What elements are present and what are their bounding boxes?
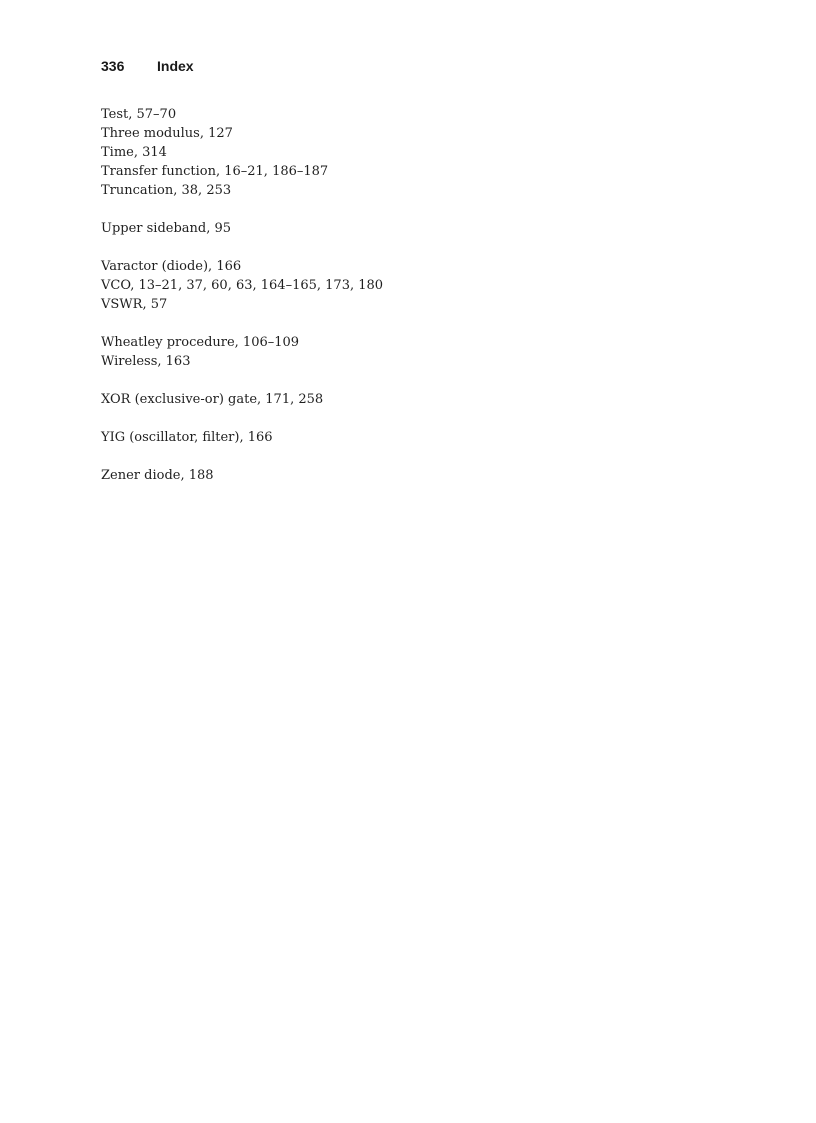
index-entry: Time, 314: [101, 145, 167, 160]
index-entry: Wireless, 163: [101, 354, 191, 369]
index-group-z: [101, 466, 383, 485]
index-group-t: [101, 105, 383, 200]
running-head: [101, 58, 194, 74]
index-group-v: [101, 257, 383, 314]
index-group-u: [101, 219, 383, 238]
index-entry: VSWR, 57: [101, 297, 168, 312]
page-number: 336: [101, 58, 125, 74]
index-entry: Varactor (diode), 166: [101, 259, 242, 274]
index-list: [101, 105, 383, 504]
section-title: Index: [157, 58, 194, 74]
index-group-w: [101, 333, 383, 371]
index-entry: Zener diode, 188: [101, 468, 214, 483]
index-entry: Three modulus, 127: [101, 126, 233, 141]
index-group-x: [101, 390, 383, 409]
index-entry: YIG (oscillator, filter), 166: [101, 430, 273, 445]
index-entry: XOR (exclusive-or) gate, 171, 258: [101, 392, 324, 407]
index-group-y: [101, 428, 383, 447]
index-entry: VCO, 13–21, 37, 60, 63, 164–165, 173, 180: [101, 278, 384, 293]
index-entry: Truncation, 38, 253: [101, 183, 232, 198]
index-entry: Transfer function, 16–21, 186–187: [101, 164, 329, 179]
index-entry: Test, 57–70: [101, 107, 177, 122]
index-entry: Upper sideband, 95: [101, 221, 232, 236]
index-entry: Wheatley procedure, 106–109: [101, 335, 300, 350]
